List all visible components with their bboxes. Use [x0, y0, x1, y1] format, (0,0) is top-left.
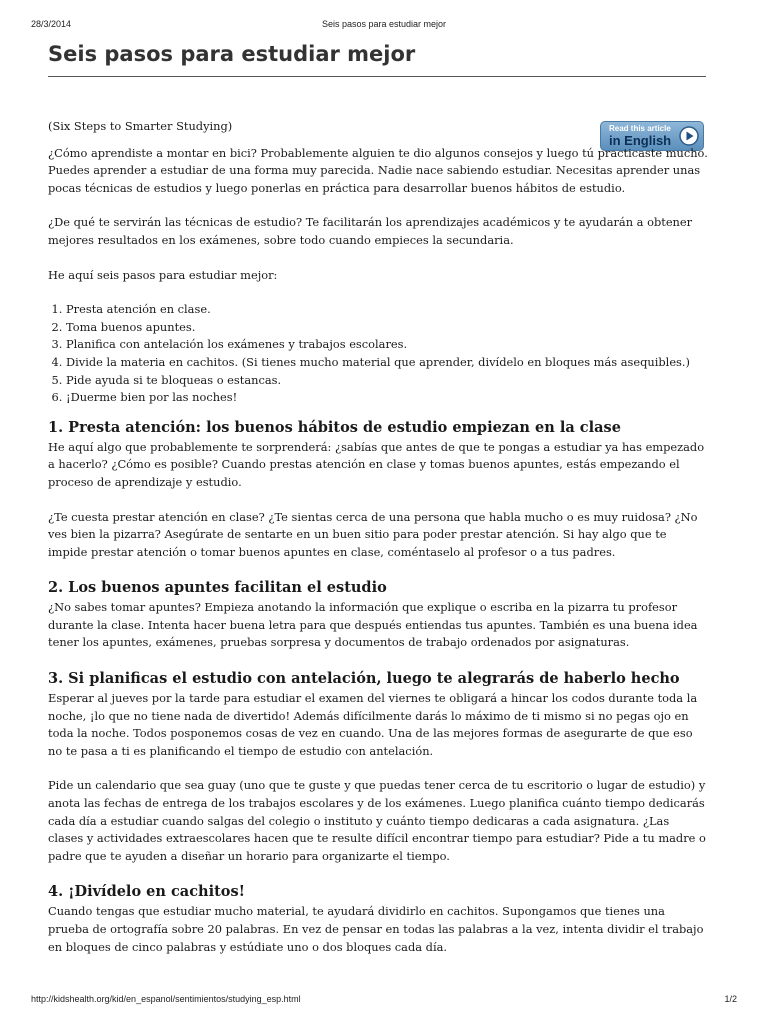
print-footer [0, 994, 768, 1008]
page-number: 1/2 [724, 994, 737, 1004]
intro-paragraph: ¿De qué te servirán las técnicas de estudio? Te facilitarán los aprendizajes académicos y te ayudarán a obtener mejores resultados en los exámenes, sobre todo cuando empieces la secundaria. [48, 215, 693, 247]
badge-line1: Read this article [609, 124, 671, 133]
step-item: 2. Toma buenos apuntes. [66, 319, 708, 337]
title-divider [48, 76, 706, 77]
section-heading: 1. Presta atención: los buenos hábitos de estudio empiezan en la clase [48, 418, 621, 436]
intro-paragraph: ¿Cómo aprendiste a montar en bici? Probablemente alguien te dio algunos consejos y luego tú practicaste mucho. Puedes aprender a estudiar de una forma muy parecida. Nadie nace sabiendo estudiar. Necesitas aprender unas pocas técnicas de estudios y luego ponerlas en práctica para desarrollar buenos hábitos de estudio. [48, 145, 708, 195]
article-body [48, 118, 708, 973]
badge-line2: in English [609, 133, 672, 148]
section-heading: 3. Si planificas el estudio con antelación, luego te alegrarás de haberlo hecho [48, 670, 680, 688]
section-paragraph: Esperar al jueves por la tarde para estudiar el examen del viernes te obligará a hincar los codos durante toda la noche, ¡lo que no tiene nada de divertido! Además difícilmente darás lo máximo de ti mismo si no pegas ojo en toda la noche. Todos posponemos cosas de vez en cuando. Una de las mejores formas de asegurarte de que eso no te pasa a ti es planificando el tiempo de estudio con antelación. [48, 691, 698, 758]
print-title: Seis pasos para estudiar mejor [321, 19, 447, 29]
section-paragraph: He aquí algo que probablemente te sorprenderá: ¿sabías que antes de que te pongas a estudiar ya has empezado a hacerlo? ¿Cómo es posible? Cuando prestas atención en clase y tomas buenos apuntes, estás empezando el proceso de aprendizaje y estudio. [48, 439, 705, 489]
article-subtitle: (Six Steps to Smarter Studying) [48, 119, 233, 133]
step-item: 4. Divide la materia en cachitos. (Si tienes mucho material que aprender, divídelo en bloques más asequibles.) [66, 354, 708, 372]
step-item: 1. Presta atención en clase. [66, 301, 708, 319]
section-heading: 4. ¡Divídelo en cachitos! [48, 883, 245, 901]
section-paragraph: Cuando tengas que estudiar mucho material, te ayudará dividirlo en cachitos. Supongamos que tienes una prueba de ortografía sobre 20 palabras. En vez de pensar en todas las palabras a la vez, intenta dividir el trabajo en bloques de cinco palabras y estúdiate uno o dos bloques cada día. [48, 904, 704, 954]
section-paragraph: ¿No sabes tomar apuntes? Empieza anotando la información que explique o escriba en la pizarra tu profesor durante la clase. Intenta hacer buena letra para que después entiendas tus apuntes. También es una buena idea tener los apuntes, exámenes, pruebas sorpresa y documentos de trabajo ordenados por asignaturas. [48, 600, 698, 650]
print-url[interactable]: http://kidshealth.org/kid/en_espanol/sentimientos/studying_esp.html [31, 994, 301, 1004]
step-item: 6. ¡Duerme bien por las noches! [66, 389, 708, 407]
print-header [0, 19, 768, 33]
step-item: 3. Planifica con antelación los exámenes y trabajos escolares. [66, 336, 708, 354]
section-paragraph: Pide un calendario que sea guay (uno que te guste y que puedas tener cerca de tu escritorio o lugar de estudio) y anota las fechas de entrega de los trabajos escolares y de los exámenes. Luego planifica cuánto tiempo dedicarás cada día a estudiar cuando salgas del colegio o instituto y cuánto tiempo dedicaras a cada asignatura. ¿Las clases y actividades extraescolares hacen que te resulte difícil encontrar tiempo para estudiar? Pide a tu madre o padre que te ayuden a diseñar un horario para organizarte el tiempo. [48, 778, 706, 863]
print-date: 28/3/2014 [31, 19, 72, 29]
section-heading: 2. Los buenos apuntes facilitan el estudio [48, 579, 387, 597]
page-title: Seis pasos para estudiar mejor [48, 42, 416, 66]
step-item: 5. Pide ayuda si te bloqueas o estancas. [66, 372, 708, 390]
section-paragraph: ¿Te cuesta prestar atención en clase? ¿Te sientas cerca de una persona que habla mucho o es muy ruidosa? ¿No ves bien la pizarra? Asegúrate de sentarte en un buen sitio para poder prestar atención. Si hay algo que te impide prestar atención o tomar buenos apuntes en clase, coméntaselo al profesor o a tus padres. [48, 509, 698, 559]
intro-paragraph: He aquí seis pasos para estudiar mejor: [48, 267, 278, 282]
steps-list [48, 301, 708, 407]
